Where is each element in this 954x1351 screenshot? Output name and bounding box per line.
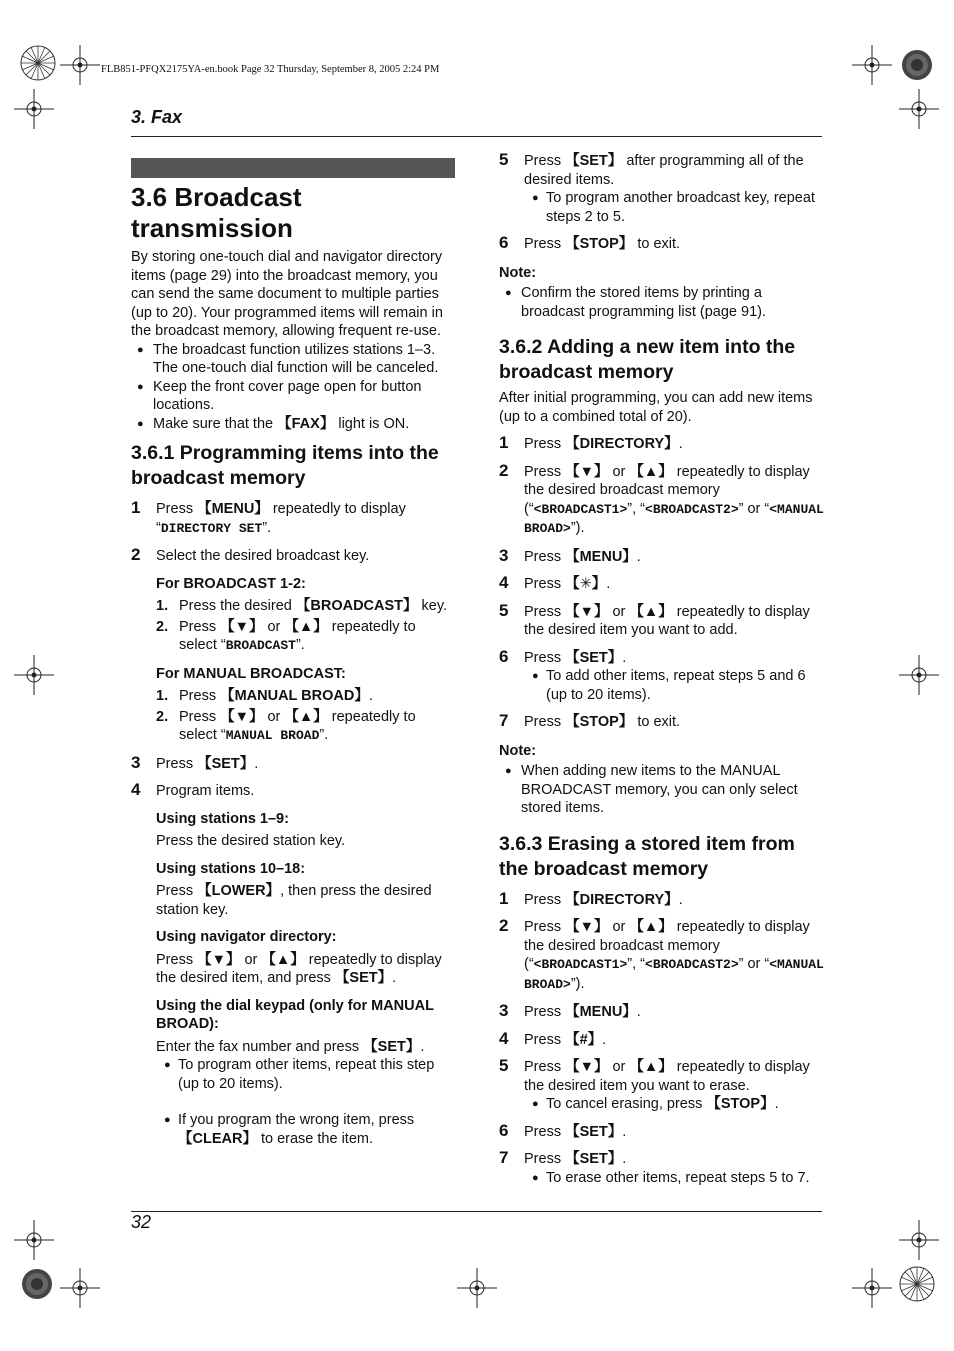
step: 5 Press 【▼】 or 【▲】 repeatedly to display the desired item you want to erase. [499,1056,810,1094]
list-item: ● To add other items, repeat steps 5 and 6 (up to 20 items). [532,668,806,703]
step: 6 Press 【SET】. [499,1120,627,1140]
crosshair-mark [899,655,939,695]
crosshair-mark [852,1268,892,1308]
list-item: ● To program other items, repeat this step (up to 20 items). [164,1057,435,1092]
sub-step: 1. Press 【MANUAL BROAD】. [156,688,373,704]
intro-paragraph: By storing one-touch dial and navigator directory items (page 29) into the broadcast memory, you can send the same document to multiple parties (up to 20). Your programmed items will remain in the broadcast memory, allowing frequent re-use. [131,249,443,339]
subsection-title: 3.6.2 Adding a new item into the broadcast memory [499,336,796,383]
note-label: Note: [499,742,537,759]
header-rule [131,136,822,137]
sub-text: Press 【LOWER】, then press the desired station key. [156,883,432,918]
sub-text: Press the desired station key. [156,833,346,849]
crosshair-mark [14,655,54,695]
step: 1 Press 【MENU】 repeatedly to display “DIRECTORY SET”. [131,498,406,536]
step: 6 Press 【SET】. [499,646,627,666]
step: 1 Press 【DIRECTORY】. [499,433,683,452]
step: 1 Press 【DIRECTORY】. [499,888,683,908]
step: 7 Press 【SET】. [499,1148,627,1167]
list-item: ● Make sure that the 【FAX】 light is ON. [137,415,410,432]
step: 2 Press 【▼】 or 【▲】 repeatedly to display the desired broadcast memory (“<BROADCAST1>”, “<BROADCAST2>” or “<MANUAL BROAD>”). [499,460,824,536]
step: 4 Press 【✳】. [499,573,611,592]
section-title: 3.6 Broadcast transmission [131,182,302,243]
step: 6 Press 【STOP】 to exit. [499,233,681,252]
list-item: ● When adding new items to the MANUAL BROADCAST memory, you can only select stored items. [505,763,798,816]
registration-mark-top-right [897,45,937,85]
sub-text: Press 【▼】 or 【▲】 repeatedly to display the desired item, and press 【SET】. [156,951,442,986]
list-item: ● To erase other items, repeat steps 5 to 7. [532,1169,810,1186]
sub-label: For MANUAL BROADCAST: [156,665,346,682]
list-item: ● To cancel erasing, press 【STOP】. [532,1096,779,1112]
section-bar [131,158,455,178]
step: 2 Press 【▼】 or 【▲】 repeatedly to display the desired broadcast memory (“<BROADCAST1>”, “<BROADCAST2>” or “<MANUAL BROAD>”). [499,916,824,992]
page-number: 32 [131,1212,152,1232]
crosshair-mark [14,1220,54,1260]
step: 4 Press 【#】. [499,1028,607,1048]
crosshair-mark [60,1268,100,1308]
sub-label: Using the dial keypad (only for MANUAL BROAD): [156,997,434,1032]
crosshair-mark [457,1268,497,1308]
step: 2 Select the desired broadcast key. [131,545,370,564]
crosshair-mark [852,45,892,85]
crosshair-mark [60,45,100,85]
chapter-title: 3. Fax [131,107,183,127]
step: 3 Press 【SET】. [131,752,259,772]
list-item: ● To program another broadcast key, repeat steps 2 to 5. [532,190,815,225]
step: 5 Press 【▼】 or 【▲】 repeatedly to display the desired item you want to add. [499,600,810,638]
step: 3 Press 【MENU】. [499,545,641,565]
print-info: FLB851-PFQX2175YA-en.book Page 32 Thursday, September 8, 2005 2:24 PM [101,64,440,75]
subsection-title: 3.6.3 Erasing a stored item from the broadcast memory [499,832,795,880]
crosshair-mark [899,1220,939,1260]
step: 5 Press 【SET】 after programming all of the desired items. [499,150,804,188]
list-item: ● Confirm the stored items by printing a broadcast programming list (page 91). [505,285,767,320]
sub-step: 1. Press the desired 【BROADCAST】 key. [156,598,448,614]
step: 4 Program items. [131,780,255,799]
subsection-title: 3.6.1 Programming items into the broadcast memory [131,442,439,489]
sub-label: Using stations 10–18: [156,860,306,877]
step: 7 Press 【STOP】 to exit. [499,711,681,730]
sub-step: 2. Press 【▼】 or 【▲】 repeatedly to select “BROADCAST”. [156,618,416,653]
left-column [131,158,455,1148]
crosshair-mark [899,89,939,129]
crosshair-mark [14,89,54,129]
step: 3 Press 【MENU】. [499,1001,641,1020]
sub-step: 2. Press 【▼】 or 【▲】 repeatedly to select “MANUAL BROAD”. [156,708,416,743]
sub-label: Using navigator directory: [156,929,337,945]
footer-rule [131,1211,822,1212]
sub-text: Enter the fax number and press 【SET】. [156,1038,425,1055]
registration-mark-bottom-right [897,1264,937,1304]
list-item: ● If you program the wrong item, press 【CLEAR】 to erase the item. [164,1112,415,1147]
sub-label: Using stations 1–9: [156,810,289,827]
right-column [499,152,825,1187]
intro-paragraph: After initial programming, you can add new items (up to a combined total of 20). [499,390,813,425]
list-item: ● Keep the front cover page open for button locations. [137,378,422,413]
registration-mark-bottom-left [17,1264,57,1304]
list-item: ● The broadcast function utilizes stations 1–3. The one-touch dial function will be canceled. [137,341,439,376]
sub-label: For BROADCAST 1-2: [156,575,306,592]
note-label: Note: [499,264,537,281]
registration-mark-top-left [18,43,58,83]
